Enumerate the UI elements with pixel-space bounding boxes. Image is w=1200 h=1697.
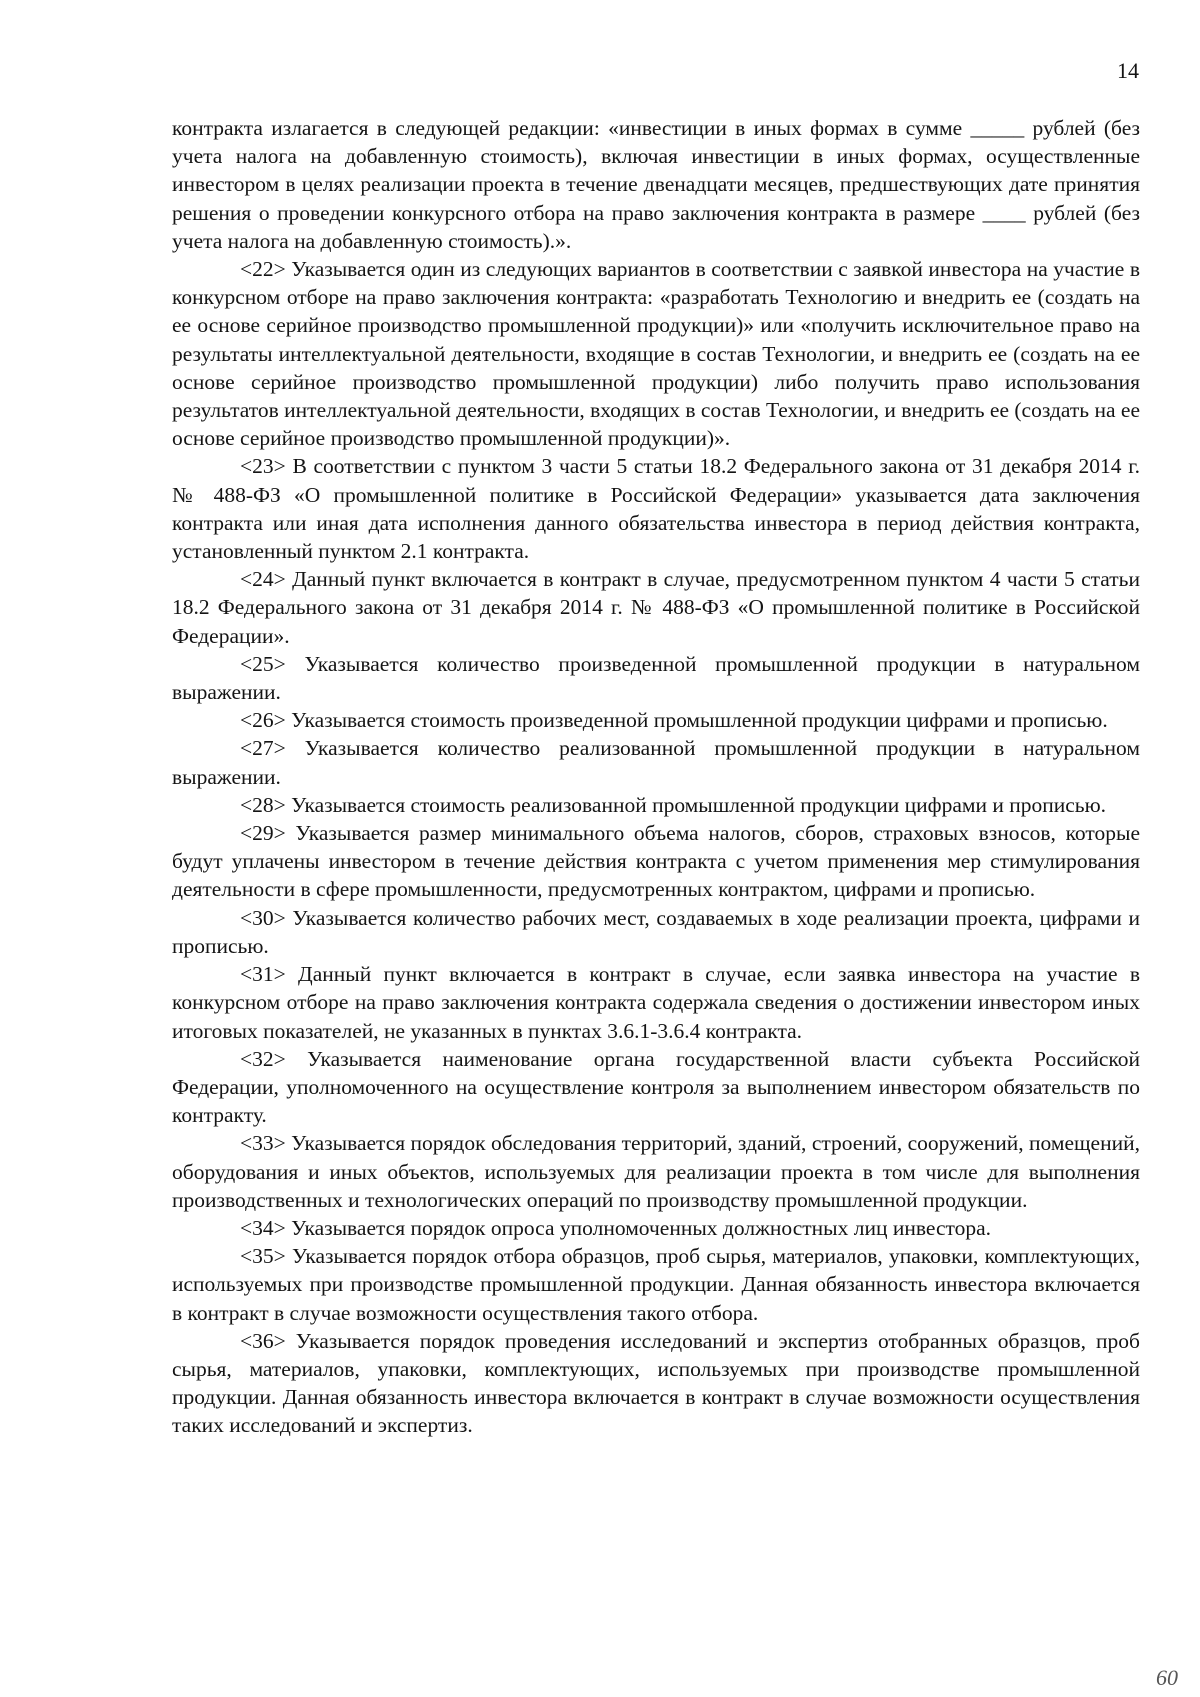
footnote-26: <26> Указывается стоимость произведенной промышленной продукции цифрами и прописью. [240, 708, 1108, 733]
footnote-32: <32> Указывается наименование органа государственной власти субъекта Российской Федерации, уполномоченного на осуществление контроля за выполнением инвестором обязательств по контракту. [172, 1046, 1140, 1128]
page-number: 14 [1117, 58, 1139, 83]
footnote-25: <25> Указывается количество произведенной промышленной продукции в натуральном выражении. [172, 651, 1140, 705]
footnote-28: <28> Указывается стоимость реализованной промышленной продукции цифрами и прописью. [240, 792, 1107, 817]
footnote-30: <30> Указывается количество рабочих мест, создаваемых в ходе реализации проекта, цифрами и прописью. [172, 905, 1140, 958]
footnote-29: <29> Указывается размер минимального объема налогов, сборов, страховых взносов, которые будут уплачены инвестором в течение действия контракта с учетом применения мер стимулирования деятельности в сфере промышленности, предусмотренных контрактом, цифрами и прописью. [172, 821, 1140, 902]
footnote-22: <22> Указывается один из следующих вариантов в соответствии с заявкой инвестора на участие в конкурсном отборе на право заключения контракта: «разработать Технологию и внедрить ее (создать на ее основе серийное производство промышленной продукции)» или «получить исключительное право на результаты интеллектуальной деятельности, входящие в состав Технологии, и внедрить ее (создать на ее основе серийное производство промышленной продукции) либо получить право использования результатов интеллектуальной деятельности, входящих в состав Технологии, и внедрить ее (создать на ее основе серийное производство промышленной продукции)». [172, 257, 1140, 451]
document-body [172, 114, 1140, 1440]
footnote-31: <31> Данный пункт включается в контракт в случае, если заявка инвестора на участие в конкурсном отборе на право заключения контракта содержала сведения о достижении инвестором иных итоговых показателей, не указанных в пунктах 3.6.1-3.6.4 контракта. [172, 962, 1140, 1043]
footnote-27: <27> Указывается количество реализованной промышленной продукции в натуральном выражении. [172, 736, 1140, 789]
footnote-33: <33> Указывается порядок обследования территорий, зданий, строений, сооружений, помещений, оборудования и иных объектов, используемых для реализации проекта в том числе для выполнения производственных и технологических операций по производству промышленной продукции. [172, 1131, 1140, 1212]
footnote-24: <24> Данный пункт включается в контракт в случае, предусмотренном пунктом 4 части 5 статьи 18.2 Федерального закона от 31 декабря 2014 г. № 488-ФЗ «О промышленной политике в Российской Федерации». [172, 567, 1140, 648]
footnote-34: <34> Указывается порядок опроса уполномоченных должностных лиц инвестора. [240, 1215, 992, 1240]
paragraph-continuation: контракта излагается в следующей редакции: «инвестиции в иных формах в сумме _____ рублей (без учета налога на добавленную стоимость), включая инвестиции в иных формах, осуществленные инвестором в целях реализации проекта в течение двенадцати месяцев, предшествующих дате принятия решения о проведении конкурсного отбора на право заключения контракта в размере ____ рублей (без учета налога на добавленную стоимость).». [172, 116, 1140, 253]
footnote-35: <35> Указывается порядок отбора образцов, проб сырья, материалов, упаковки, комплектующих, используемых при производстве промышленной продукции. Данная обязанность инвестора включается в контракт в случае возможности осуществления такого отбора. [172, 1244, 1140, 1325]
handwritten-margin-mark: 60 [1156, 1665, 1178, 1690]
footnote-23: <23> В соответствии с пунктом 3 части 5 статьи 18.2 Федерального закона от 31 декабря 2014 г. № 488-ФЗ «О промышленной политике в Российской Федерации» указывается дата заключения контракта или иная дата исполнения данного обязательства инвестора в период действия контракта, установленный пунктом 2.1 контракта. [172, 454, 1140, 564]
footnote-36: <36> Указывается порядок проведения исследований и экспертиз отобранных образцов, проб сырья, материалов, упаковки, комплектующих, используемых при производстве промышленной продукции. Данная обязанность инвестора включается в контракт в случае возможности осуществления таких исследований и экспертиз. [172, 1328, 1140, 1438]
